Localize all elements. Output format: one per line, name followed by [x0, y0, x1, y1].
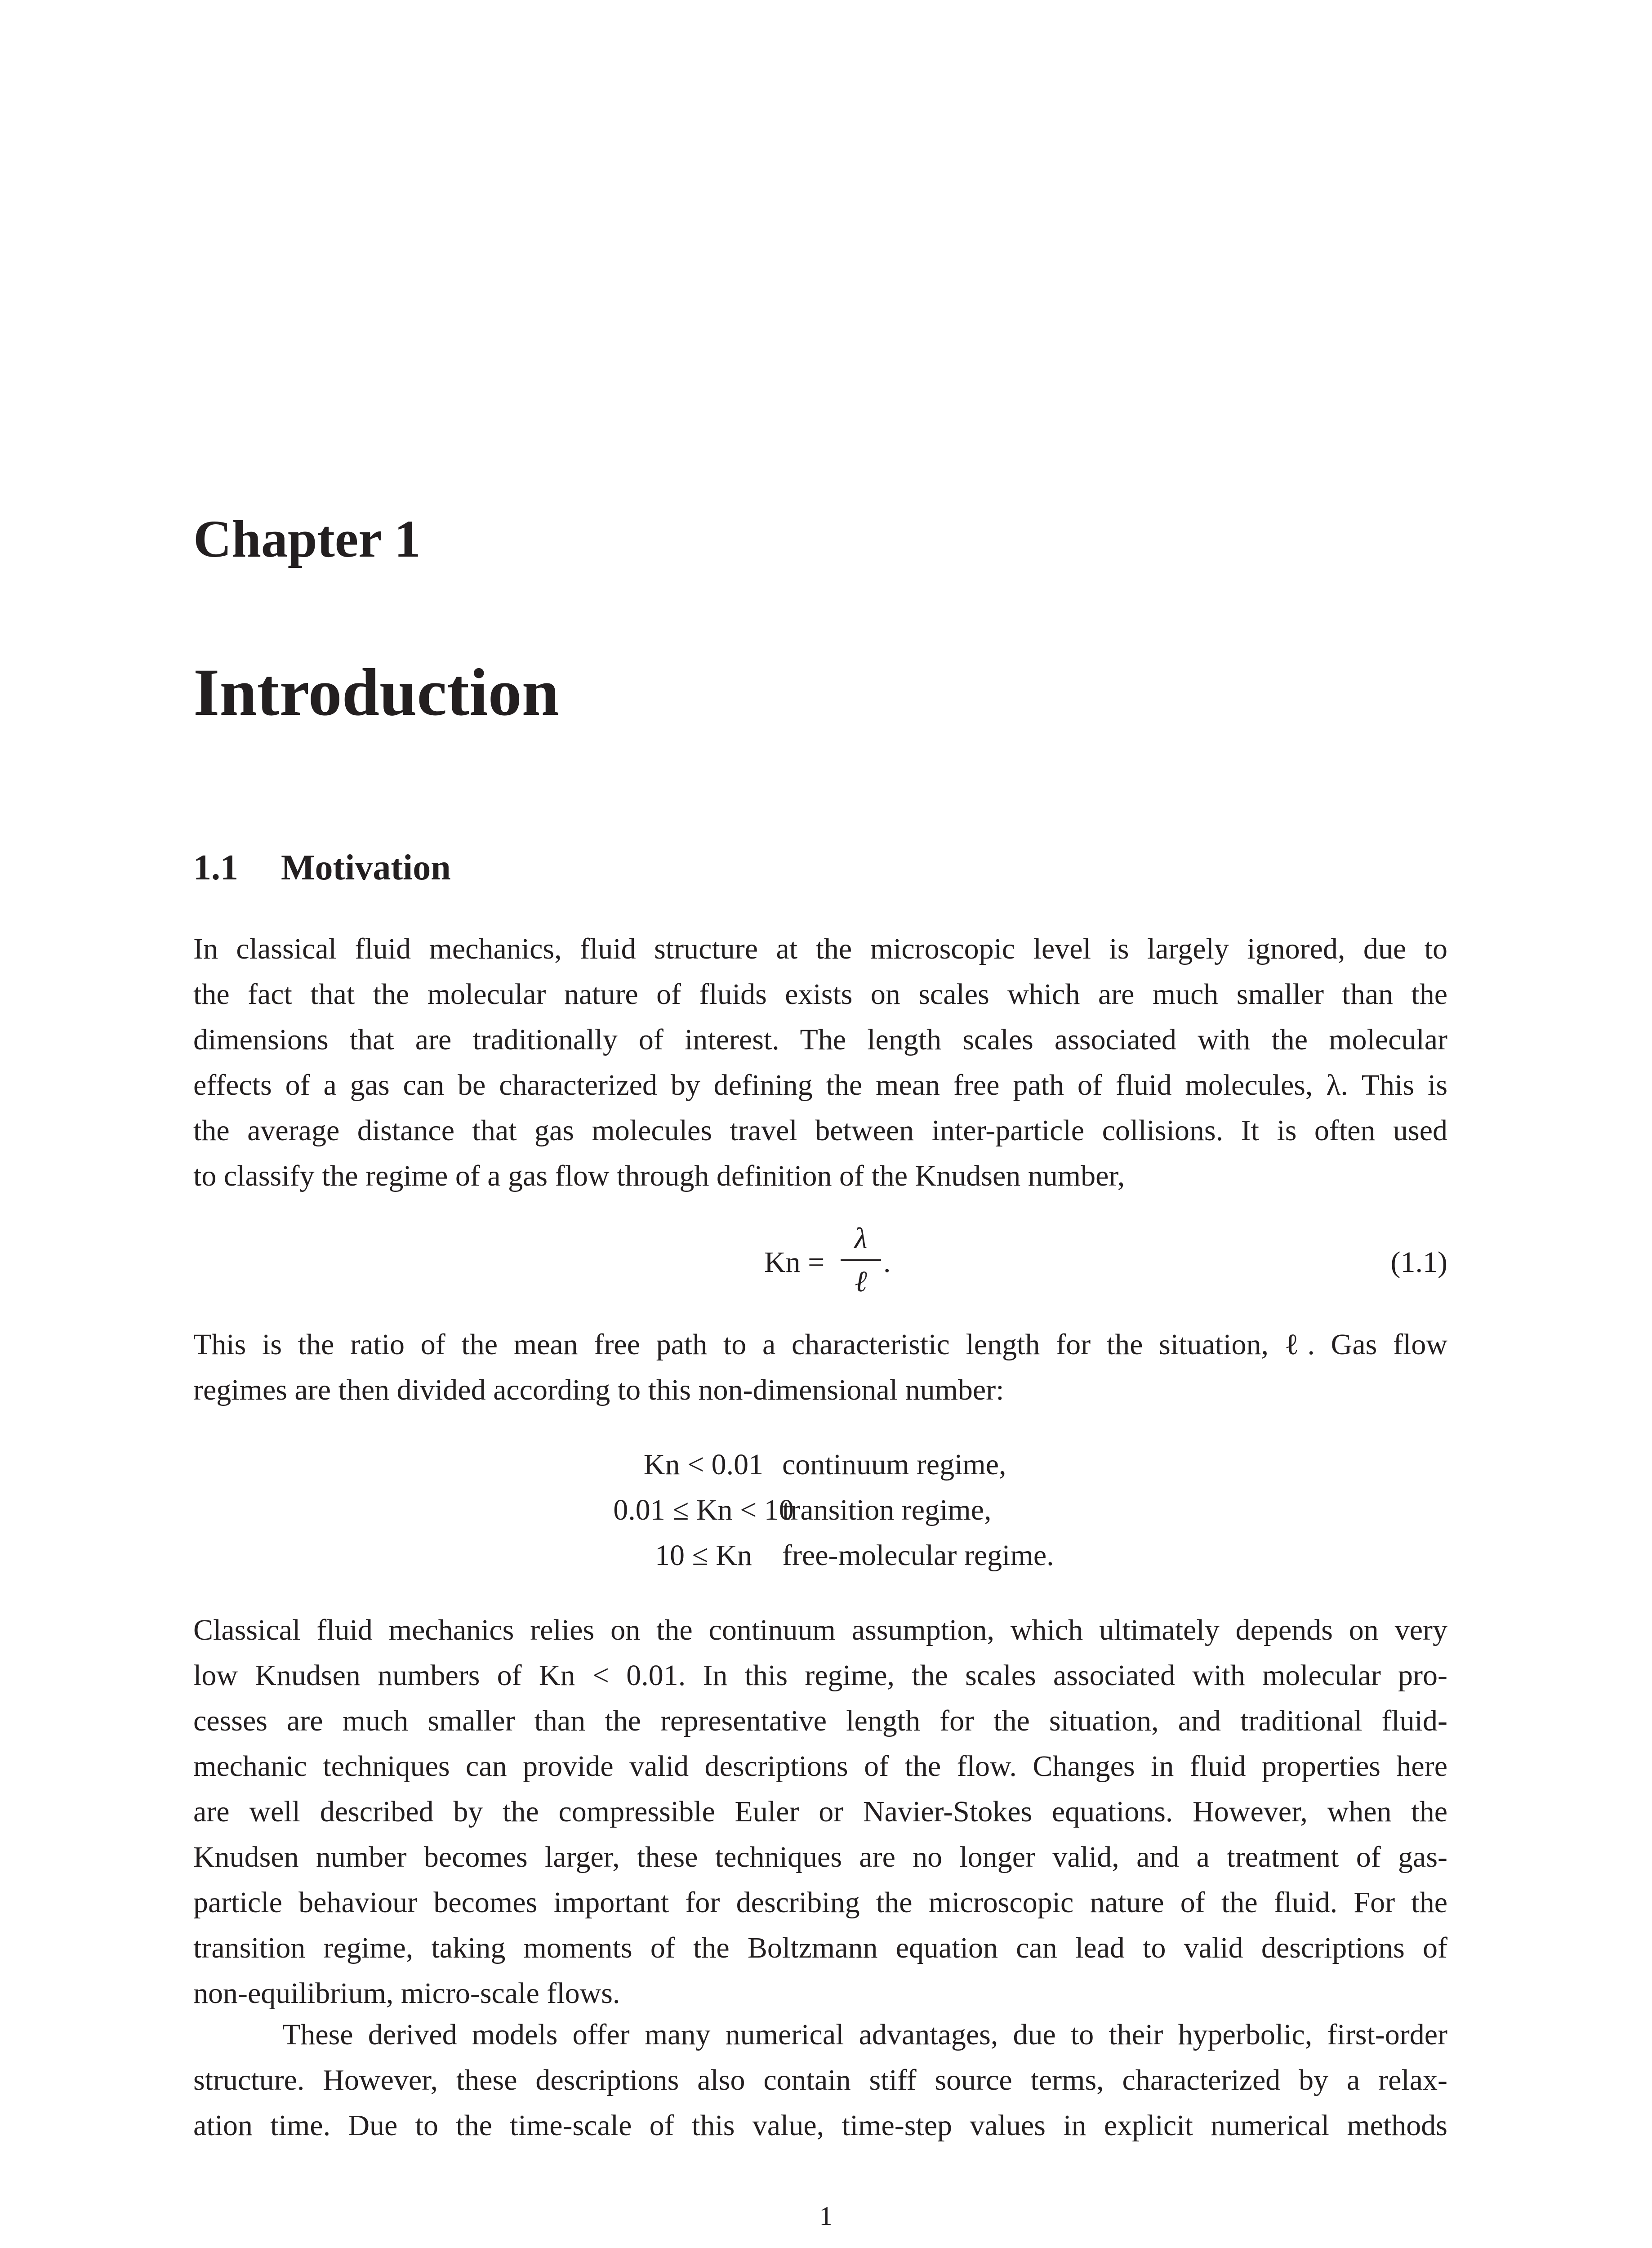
paragraph-2	[193, 1322, 1447, 1413]
regime-row	[193, 1493, 1447, 1539]
text-line: Classical fluid mechanics relies on the continuum assumption, which ultimately depends on very	[193, 1614, 1447, 1646]
text-line: Knudsen number becomes larger, these techniques are no longer valid, and a treatment of gas-	[193, 1841, 1447, 1873]
regime-description: free-molecular regime.	[782, 1539, 1054, 1572]
paragraph-4	[193, 2012, 1447, 2148]
paragraph-1	[193, 926, 1447, 1199]
text-line: structure. However, these descriptions also contain stiff source terms, characterized by a relax-	[193, 2064, 1447, 2096]
regime-description: continuum regime,	[782, 1448, 1006, 1481]
text-line: dimensions that are traditionally of interest. The length scales associated with the molecular	[193, 1023, 1447, 1056]
text-line: particle behaviour becomes important for describing the microscopic nature of the fluid. For the	[193, 1886, 1447, 1919]
equation-trail: .	[883, 1246, 891, 1279]
equation-fraction	[841, 1221, 881, 1300]
text-line: the average distance that gas molecules travel between inter-particle collisions. It is often used	[193, 1114, 1447, 1147]
regime-condition: Kn < 0.01	[643, 1448, 764, 1481]
chapter-title: Introduction	[193, 655, 560, 730]
text-line: cesses are much smaller than the representative length for the situation, and traditional fluid-	[193, 1704, 1447, 1737]
text-line: ation time. Due to the time-scale of this value, time-step values in explicit numerical methods	[193, 2109, 1447, 2142]
text-line: In classical fluid mechanics, fluid structure at the microscopic level is largely ignored, due to	[193, 932, 1447, 965]
section-title: Motivation	[281, 848, 451, 888]
text-line: are well described by the compressible Euler or Navier-Stokes equations. However, when the	[193, 1795, 1447, 1828]
text-line: This is the ratio of the mean free path to a characteristic length for the situation, ℓ. Gas flow	[193, 1328, 1447, 1361]
equation-lhs: Kn =	[764, 1246, 825, 1279]
text-line: These derived models offer many numerical advantages, due to their hyperbolic, first-order	[282, 2018, 1447, 2051]
text-line: mechanic techniques can provide valid descriptions of the flow. Changes in fluid properties here	[193, 1750, 1447, 1783]
chapter-label: Chapter 1	[193, 509, 421, 568]
section-number: 1.1	[193, 848, 238, 888]
regime-condition: 10 ≤ Kn	[655, 1539, 752, 1572]
equation-numerator: λ	[854, 1222, 868, 1255]
page-number: 1	[819, 2201, 833, 2231]
equation-denominator: ℓ	[855, 1265, 867, 1298]
text-line: the fact that the molecular nature of fluids exists on scales which are much smaller than the	[193, 978, 1447, 1011]
text-line: to classify the regime of a gas flow through definition of the Knudsen number,	[193, 1160, 1125, 1192]
text-line: non-equilibrium, micro-scale flows.	[193, 1977, 620, 2010]
regime-row	[193, 1448, 1447, 1493]
regime-description: transition regime,	[782, 1494, 992, 1526]
regime-condition: 0.01 ≤ Kn < 10	[613, 1494, 794, 1526]
section-heading	[193, 850, 451, 886]
paragraph-3	[193, 1607, 1447, 2016]
text-line: effects of a gas can be characterized by defining the mean free path of fluid molecules, λ. This is	[193, 1069, 1447, 1102]
equation-number: (1.1)	[1390, 1246, 1447, 1279]
text-line: regimes are then divided according to this non-dimensional number:	[193, 1374, 1004, 1406]
regime-row	[193, 1539, 1447, 1584]
text-line: transition regime, taking moments of the Boltzmann equation can lead to valid descriptions of	[193, 1931, 1447, 1964]
fraction-bar	[841, 1259, 881, 1261]
text-line: low Knudsen numbers of Kn < 0.01. In this regime, the scales associated with molecular pro-	[193, 1659, 1447, 1692]
equation-1-1	[193, 1221, 1447, 1306]
